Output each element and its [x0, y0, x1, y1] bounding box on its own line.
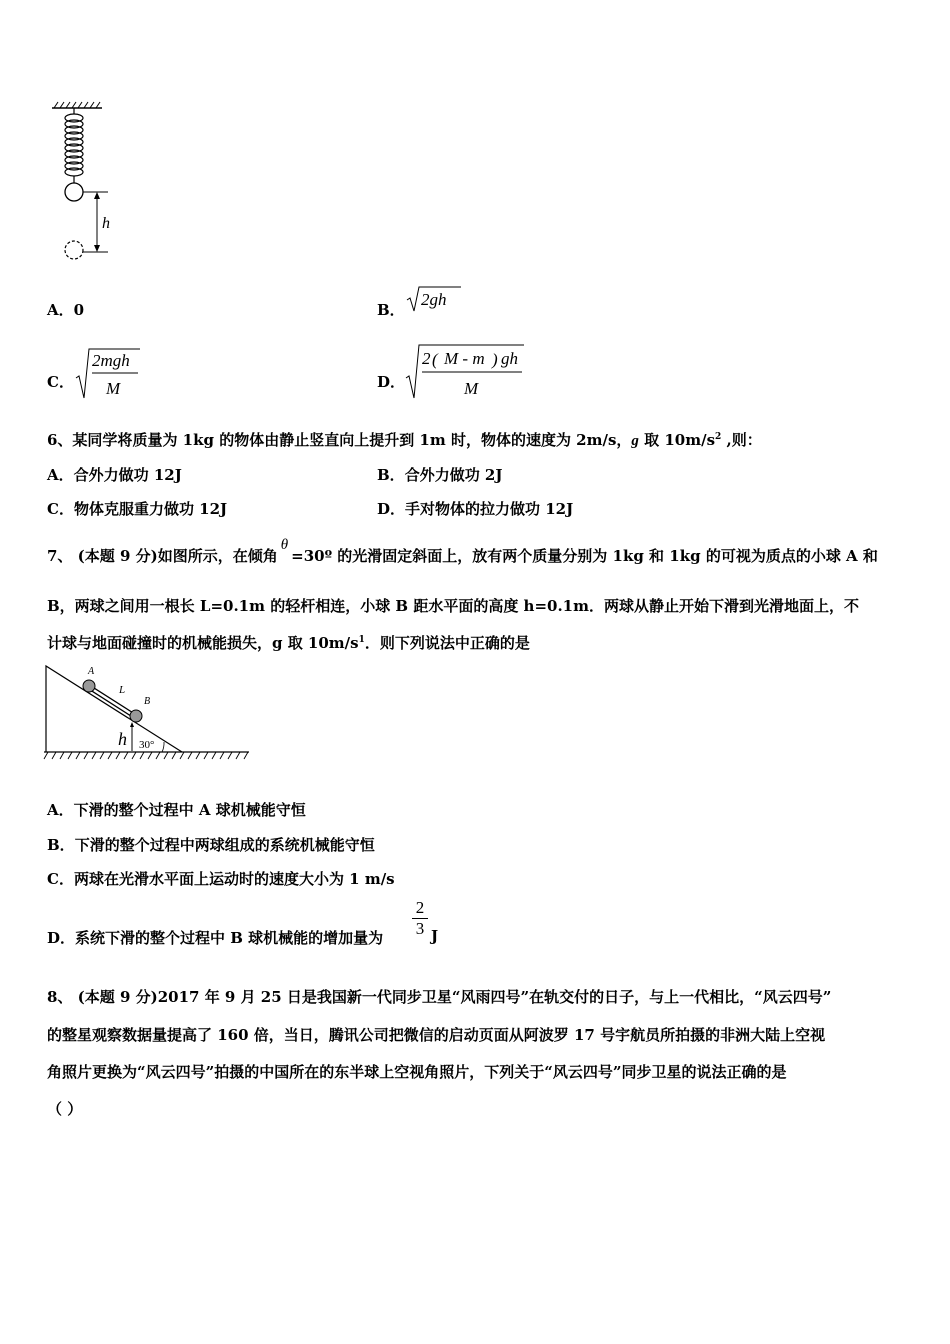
q8-stem-line-2: 的整星观察数据量提高了 160 倍，当日，腾讯公司把微信的启动页面从阿波罗 17 号宇航员所拍摄的非洲大陆上空视	[47, 1026, 826, 1044]
q7-stem-line-3: 计球与地面碰撞时的机械能损失，g 取 $10m/s^1$．则下列说法中正确的是	[47, 634, 530, 652]
svg-text:(: (	[432, 350, 438, 369]
option-key: B．	[377, 301, 405, 319]
svg-text:): )	[492, 350, 498, 369]
option-key: A．	[47, 301, 74, 319]
q7-option-b[interactable]: B．下滑的整个过程中两球组成的系统机械能守恒	[47, 836, 375, 854]
q8-stem-line-3: 角照片更换为“风云四号”拍摄的中国所在的东半球上空视角照片，下列关于“风云四号”同步卫星的说法正确的是	[47, 1063, 787, 1081]
svg-text:2gh: 2gh	[421, 290, 447, 309]
q7-option-d[interactable]: D．系统下滑的整个过程中 B 球机械能的增加量为	[47, 929, 384, 947]
q8-answer-blank[interactable]: （ ）	[47, 1100, 83, 1118]
svg-text:M - m: M - m	[444, 349, 485, 368]
q5-option-c[interactable]	[47, 371, 74, 392]
sqrt-2mgh-over-m-formula	[74, 346, 144, 402]
height-label: h	[102, 215, 110, 232]
svg-text:M: M	[464, 379, 479, 398]
option-text: 0	[73, 301, 85, 319]
q5-option-d[interactable]	[377, 371, 405, 392]
theta-symbol: θ	[280, 537, 289, 553]
q7-option-c[interactable]: C．两球在光滑水平面上运动时的速度大小为 1 m/s	[47, 870, 395, 888]
incline-figure	[44, 660, 254, 765]
q6-option-c[interactable]: C．物体克服重力做功 12J	[47, 500, 228, 518]
q7-option-a[interactable]: A．下滑的整个过程中 A 球机械能守恒	[47, 801, 306, 819]
sqrt-2gh-formula	[405, 284, 465, 316]
svg-text:gh: gh	[501, 349, 518, 368]
q6-option-a[interactable]: A．合外力做功 12J	[47, 466, 182, 484]
fraction-two-thirds	[412, 898, 428, 939]
q6-option-b[interactable]: B．合外力做功 2J	[377, 466, 503, 484]
q5-option-a[interactable]	[47, 299, 84, 320]
sqrt-2-m-minus-m-gh-over-m-formula	[404, 342, 529, 402]
height-h-label: h	[118, 729, 127, 749]
svg-text:2mgh: 2mgh	[92, 351, 130, 370]
rod-l-label: L	[119, 684, 126, 696]
q6-stem: 6、某同学将质量为 1kg 的物体由静止竖直向上提升到 1m 时，物体的速度为 2m/s，g 取 $10m/s^2$ ,则：	[47, 431, 762, 449]
ball-b-label: B	[144, 696, 151, 707]
q6-option-d[interactable]: D．手对物体的拉力做功 12J	[377, 500, 574, 518]
svg-text:2: 2	[422, 349, 431, 368]
ball-a-label: A	[88, 666, 95, 677]
option-key: D．	[377, 373, 406, 391]
svg-text:M: M	[106, 379, 121, 398]
fraction-denominator: 3	[415, 919, 425, 938]
q7-stem-line-2: B，两球之间用一根长 L=0.1m 的轻杆相连，小球 B 距水平面的高度 h=0.1m．两球从静止开始下滑到光滑地面上，不	[47, 597, 859, 615]
q8-stem-line-1: 8、 (本题 9 分)2017 年 9 月 25 日是我国新一代同步卫星“风雨四号”在轨交付的日子，与上一代相比，“风云四号”	[47, 988, 832, 1006]
spring-ball-figure	[40, 100, 130, 270]
option-key: C．	[47, 373, 74, 391]
q5-option-b[interactable]	[377, 299, 405, 320]
angle-label: 30°	[139, 739, 155, 751]
q7-stem-line-1: 7、 (本题 9 分)如图所示，在倾角θ=30º 的光滑固定斜面上，放有两个质量分别为 1kg 和 1kg 的可视为质点的小球 A 和	[47, 537, 878, 565]
fraction-numerator: 2	[412, 898, 428, 919]
q7-option-d-unit: J	[431, 927, 439, 945]
